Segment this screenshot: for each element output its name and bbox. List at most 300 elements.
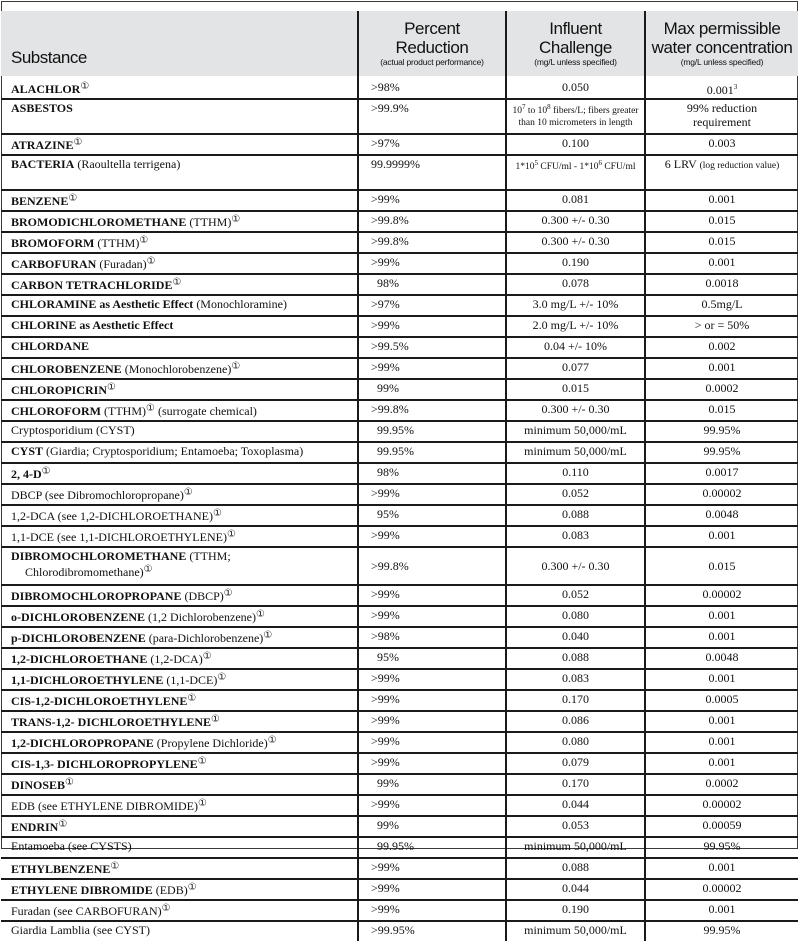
percent-reduction-cell — [358, 879, 506, 900]
footnote-marker: ① — [202, 651, 212, 662]
influent-challenge-cell — [506, 547, 645, 585]
max-concentration-cell — [645, 879, 798, 900]
max-concentration-cell — [645, 816, 798, 837]
substance-name: CHLOROFORM — [11, 404, 101, 418]
footnote-marker: ① — [143, 564, 153, 575]
influent-challenge-value: 0.015 — [562, 381, 589, 395]
header-influent-line1: Influent — [549, 19, 602, 38]
header-max-line2: water concentration — [651, 38, 793, 57]
substance-cell — [1, 921, 358, 941]
influent-challenge-cell — [506, 753, 645, 774]
influent-challenge-value: $1*10^5$ $CFU/ml - 1*10^6$ CFU/ml — [515, 159, 636, 173]
influent-challenge-value: 0.040 — [562, 629, 589, 643]
substance-name: 1,2-DICHLOROPROPANE — [11, 736, 154, 750]
substance-name: BROMOFORM — [11, 236, 95, 250]
influent-challenge-value: 0.081 — [562, 192, 589, 206]
substance-name: DIBROMOCHLOROPROPANE — [11, 589, 182, 603]
header-max-note: (mg/L unless specified) — [680, 57, 764, 67]
influent-challenge-cell — [506, 732, 645, 753]
percent-reduction-value: >97% — [371, 136, 400, 150]
max-concentration-cell — [645, 921, 798, 941]
max-concentration-value: 0.0005 — [705, 692, 739, 706]
table-row — [1, 774, 798, 795]
max-concentration-cell — [645, 295, 798, 316]
max-concentration-value: 99.95% — [703, 444, 741, 458]
max-concentration-note: (log reduction value) — [699, 161, 780, 171]
influent-challenge-cell — [506, 669, 645, 690]
percent-reduction-value: >99.9% — [371, 101, 409, 115]
influent-challenge-cell — [506, 627, 645, 648]
percent-reduction-value: >97% — [371, 297, 400, 311]
percent-reduction-cell — [358, 400, 506, 421]
table-row — [1, 795, 798, 816]
max-concentration-value: 99.95% — [703, 839, 741, 853]
max-concentration-cell — [645, 442, 798, 463]
influent-challenge-cell — [506, 837, 645, 858]
table-row — [1, 648, 798, 669]
table-row — [1, 526, 798, 547]
percent-reduction-value: 95% — [377, 507, 399, 521]
percent-reduction-cell — [358, 795, 506, 816]
exponent: 8 — [547, 103, 551, 111]
substance-detail: (1,2 Dichlorobenzene) — [145, 610, 256, 624]
percent-reduction-cell — [358, 274, 506, 295]
percent-reduction-value: >99% — [371, 755, 400, 769]
influent-challenge-cell — [506, 463, 645, 484]
percent-reduction-value: >99% — [371, 881, 400, 895]
influent-challenge-cell — [506, 400, 645, 421]
exponent: 7 — [522, 103, 526, 111]
influent-challenge-value: 3.0 mg/L +/- 10% — [532, 297, 619, 311]
influent-challenge-value: 0.170 — [562, 692, 589, 706]
percent-reduction-value: >99% — [371, 360, 400, 374]
substance-name: ETHYLBENZENE — [11, 862, 111, 876]
influent-challenge-cell — [506, 585, 645, 606]
substance-name: 2, 4-D — [11, 467, 42, 481]
percent-reduction-cell — [358, 442, 506, 463]
substance-name: p-DICHLOROBENZENE — [11, 631, 146, 645]
substance-cell — [1, 316, 358, 337]
footnote-marker: ① — [73, 137, 83, 148]
percent-reduction-cell — [358, 753, 506, 774]
substance-name: CHLOROPICRIN — [11, 383, 108, 397]
substance-name: CYST — [11, 444, 44, 458]
max-concentration-value: 0.002 — [708, 339, 736, 353]
footnote-marker: ① — [187, 882, 197, 893]
max-concentration-cell — [645, 99, 798, 134]
influent-challenge-cell — [506, 421, 645, 442]
influent-challenge-cell — [506, 505, 645, 526]
table-row — [1, 155, 798, 190]
influent-challenge-cell — [506, 274, 645, 295]
max-concentration-cell — [645, 76, 798, 99]
percent-reduction-cell — [358, 774, 506, 795]
table-row — [1, 505, 798, 526]
max-concentration-cell — [645, 155, 798, 190]
percent-reduction-cell — [358, 732, 506, 753]
substance-name: CHLOROBENZENE — [11, 362, 122, 376]
substance-cell — [1, 190, 358, 211]
max-concentration-value: 0.001 — [708, 671, 736, 685]
influent-challenge-cell — [506, 690, 645, 711]
substance-name: TRANS-1,2- DICHLOROETHYLENE — [11, 715, 212, 729]
substance-detail: Furadan (see CARBOFURAN) — [11, 904, 162, 918]
exponent: 6 — [598, 159, 602, 167]
footnote-marker: ① — [223, 588, 233, 599]
substance-cell — [1, 505, 358, 526]
footnote-marker: ① — [197, 798, 207, 809]
max-concentration-value: 0.003 — [708, 136, 736, 150]
table-row — [1, 690, 798, 711]
table-row — [1, 606, 798, 627]
footnote-marker: ① — [211, 714, 220, 725]
influent-challenge-cell — [506, 253, 645, 274]
percent-reduction-value: >99% — [371, 608, 400, 622]
footnote-marker: ① — [226, 529, 236, 540]
substance-name: ENDRIN — [11, 820, 59, 834]
footnote-marker: ① — [58, 819, 68, 830]
max-concentration-cell — [645, 732, 798, 753]
percent-reduction-cell — [358, 585, 506, 606]
table-row — [1, 858, 798, 879]
max-concentration-value: 0.00002 — [702, 881, 742, 895]
influent-challenge-value: 0.052 — [562, 587, 589, 601]
substance-cell — [1, 274, 358, 295]
max-concentration-cell — [645, 400, 798, 421]
substance-cell — [1, 690, 358, 711]
percent-reduction-value: 95% — [377, 650, 399, 664]
max-concentration-value: 0.0002 — [705, 776, 739, 790]
footnote-marker: ① — [231, 361, 241, 372]
influent-challenge-value: 0.080 — [562, 734, 589, 748]
footnote-marker: ① — [212, 508, 222, 519]
influent-challenge-value: 0.190 — [562, 902, 589, 916]
substance-cell — [1, 76, 358, 99]
influent-challenge-value: minimum 50,000/mL — [524, 423, 627, 437]
max-concentration-cell — [645, 837, 798, 858]
max-concentration-cell — [645, 232, 798, 253]
footnote-marker: ① — [172, 277, 182, 288]
table-row — [1, 134, 798, 155]
percent-reduction-value: >99% — [371, 902, 400, 916]
percent-reduction-value: >99.5% — [371, 339, 409, 353]
substance-detail: (TTHM) — [101, 404, 146, 418]
percent-reduction-value: 99% — [377, 381, 399, 395]
percent-reduction-cell — [358, 190, 506, 211]
max-concentration-value: 0.0048 — [705, 650, 739, 664]
substance-cell — [1, 379, 358, 400]
substance-detail: 1,2-DCA (see 1,2-DICHLOROETHANE) — [11, 509, 213, 523]
footnote-marker: ① — [161, 903, 171, 914]
table-row — [1, 379, 798, 400]
percent-reduction-cell — [358, 99, 506, 134]
percent-reduction-value: >99% — [371, 486, 400, 500]
percent-reduction-cell — [358, 295, 506, 316]
max-concentration-cell — [645, 463, 798, 484]
header-percent-reduction — [358, 11, 506, 76]
table-row — [1, 337, 798, 358]
percent-reduction-cell — [358, 526, 506, 547]
footnote-marker: ① — [146, 256, 156, 267]
table-row — [1, 484, 798, 505]
influent-challenge-cell — [506, 316, 645, 337]
percent-reduction-cell — [358, 690, 506, 711]
table-row — [1, 400, 798, 421]
max-concentration-cell — [645, 337, 798, 358]
influent-challenge-cell — [506, 795, 645, 816]
footnote-marker: ① — [267, 735, 277, 746]
percent-reduction-cell — [358, 337, 506, 358]
substance-cell — [1, 358, 358, 379]
footnote-marker: ① — [41, 466, 51, 477]
max-concentration-cell — [645, 711, 798, 732]
percent-reduction-value: >99.8% — [371, 559, 409, 573]
influent-challenge-cell — [506, 879, 645, 900]
influent-challenge-cell — [506, 774, 645, 795]
max-concentration-cell — [645, 585, 798, 606]
percent-reduction-cell — [358, 505, 506, 526]
max-concentration-value: 0.0048 — [705, 507, 739, 521]
max-concentration-value: 0.015 — [708, 234, 736, 248]
percent-reduction-value: >98% — [371, 629, 400, 643]
percent-reduction-value: 98% — [377, 276, 399, 290]
influent-challenge-value: 0.190 — [562, 255, 589, 269]
footnote-marker: ① — [263, 630, 273, 641]
percent-reduction-cell — [358, 379, 506, 400]
percent-reduction-value: 99.95% — [377, 423, 414, 437]
substance-detail: (Raoultella terrigena) — [74, 157, 181, 171]
substance-name: CHLORINE as Aesthetic Effect — [11, 318, 174, 332]
percent-reduction-cell — [358, 211, 506, 232]
percent-reduction-value: >99% — [371, 528, 400, 542]
substance-cell — [1, 211, 358, 232]
percent-reduction-cell — [358, 837, 506, 858]
substance-cell — [1, 816, 358, 837]
substance-name: CHLORDANE — [11, 339, 90, 353]
percent-reduction-cell — [358, 316, 506, 337]
substance-cell — [1, 711, 358, 732]
max-concentration-value: 0.001 — [706, 83, 734, 97]
influent-challenge-value: 0.083 — [562, 528, 589, 542]
max-concentration-value: 0.001 — [708, 360, 736, 374]
max-concentration-cell — [645, 505, 798, 526]
max-concentration-cell — [645, 316, 798, 337]
influent-challenge-cell — [506, 190, 645, 211]
substance-cell — [1, 795, 358, 816]
max-concentration-cell — [645, 274, 798, 295]
max-concentration-value: 0.00002 — [702, 486, 742, 500]
header-percent-line1: Percent — [404, 19, 460, 38]
max-concentration-value: 99.95% — [703, 423, 741, 437]
influent-challenge-value: 0.300 +/- 0.30 — [541, 402, 610, 416]
influent-challenge-value: 0.300 +/- 0.30 — [541, 559, 610, 573]
footnote-marker: ① — [110, 861, 120, 872]
substance-cell — [1, 547, 358, 585]
percent-reduction-value: >99% — [371, 734, 400, 748]
table-row — [1, 921, 798, 941]
footnote-marker: ① — [217, 672, 227, 683]
percent-reduction-value: 99% — [377, 776, 399, 790]
table-body — [1, 76, 798, 941]
footnote-marker: ① — [197, 756, 207, 767]
influent-challenge-value: 0.044 — [562, 797, 589, 811]
substance-name: CIS-1,3- DICHLOROPROPYLENE — [11, 757, 198, 771]
footnote-marker: ① — [255, 609, 265, 620]
table-row — [1, 711, 798, 732]
substance-cell — [1, 606, 358, 627]
influent-challenge-value: 0.088 — [562, 507, 589, 521]
max-concentration-cell — [645, 379, 798, 400]
max-concentration-cell — [645, 134, 798, 155]
max-concentration-cell — [645, 627, 798, 648]
substance-name: CIS-1,2-DICHLOROETHYLENE — [11, 694, 188, 708]
max-concentration-value: 6 LRV — [664, 157, 697, 171]
percent-reduction-value: >99.8% — [371, 402, 409, 416]
influent-challenge-cell — [506, 858, 645, 879]
table-row — [1, 753, 798, 774]
substance-cell — [1, 900, 358, 921]
substance-cell — [1, 858, 358, 879]
percent-reduction-value: >99.8% — [371, 234, 409, 248]
table-row — [1, 76, 798, 99]
substance-name: CARBOFURAN — [11, 257, 97, 271]
substance-cell — [1, 879, 358, 900]
substance-cell — [1, 669, 358, 690]
max-concentration-cell — [645, 606, 798, 627]
influent-challenge-cell — [506, 211, 645, 232]
percent-reduction-cell — [358, 606, 506, 627]
influent-challenge-cell — [506, 337, 645, 358]
max-concentration-cell — [645, 421, 798, 442]
substance-detail: (EDB) — [152, 883, 188, 897]
influent-challenge-cell — [506, 295, 645, 316]
substance-cell — [1, 295, 358, 316]
percent-reduction-value: >99% — [371, 797, 400, 811]
max-concentration-value: 0.0018 — [705, 276, 739, 290]
percent-reduction-value: >99.8% — [371, 213, 409, 227]
header-percent-line2: Reduction — [395, 38, 469, 57]
substance-detail-line2: Chlorodibromomethane) — [25, 565, 144, 579]
percent-reduction-value: 99% — [377, 818, 399, 832]
max-concentration-cell — [645, 648, 798, 669]
influent-challenge-value: 0.170 — [562, 776, 589, 790]
substance-detail: (1,1-DCE) — [163, 673, 218, 687]
max-concentration-cell — [645, 858, 798, 879]
max-concentration-cell — [645, 795, 798, 816]
substance-detail: DBCP (see Dibromochloropropane) — [11, 488, 184, 502]
max-concentration-value: 0.00059 — [702, 818, 742, 832]
max-concentration-value: 0.001 — [708, 713, 736, 727]
header-substance: Substance — [1, 11, 358, 76]
percent-reduction-value: >99% — [371, 713, 400, 727]
influent-challenge-value: 0.04 +/- 10% — [543, 339, 608, 353]
influent-challenge-value: 2.0 mg/L +/- 10% — [532, 318, 619, 332]
substance-detail: (Monochlorobenzene) — [121, 362, 232, 376]
influent-challenge-value: minimum 50,000/mL — [524, 923, 627, 937]
max-concentration-value: 0.001 — [708, 734, 736, 748]
influent-challenge-value: 0.052 — [562, 486, 589, 500]
footnote-marker: ① — [187, 693, 197, 704]
influent-challenge-value: 0.044 — [562, 881, 589, 895]
influent-challenge-value: 0.100 — [562, 136, 589, 150]
header-row — [1, 11, 798, 76]
max-concentration-cell — [645, 253, 798, 274]
percent-reduction-cell — [358, 484, 506, 505]
influent-challenge-cell — [506, 816, 645, 837]
percent-reduction-value: >99.95% — [371, 923, 415, 937]
table-row — [1, 295, 798, 316]
substance-detail: (Furadan) — [96, 257, 147, 271]
substance-detail: (Giardia; Cryptosporidium; Entamoeba; Toxoplasma) — [43, 444, 304, 458]
substance-cell — [1, 442, 358, 463]
influent-challenge-cell — [506, 900, 645, 921]
substance-cell — [1, 732, 358, 753]
percent-reduction-cell — [358, 76, 506, 99]
substance-cell — [1, 585, 358, 606]
max-concentration-cell — [645, 900, 798, 921]
percent-reduction-cell — [358, 463, 506, 484]
substance-cell — [1, 774, 358, 795]
influent-challenge-value: 0.050 — [562, 80, 589, 94]
substance-detail: (TTHM) — [94, 236, 140, 250]
substance-cell — [1, 99, 358, 134]
influent-challenge-cell — [506, 711, 645, 732]
header-max-line1: Max permissible — [663, 19, 781, 38]
max-concentration-value: 0.0017 — [705, 465, 739, 479]
percent-reduction-cell — [358, 711, 506, 732]
substance-cell — [1, 134, 358, 155]
percent-reduction-value: 98% — [377, 465, 399, 479]
max-concentration-value: 0.015 — [708, 559, 736, 573]
percent-reduction-value: >99% — [371, 192, 400, 206]
substance-cell — [1, 484, 358, 505]
max-concentration-value: 0.001 — [708, 528, 736, 542]
substance-detail: Giardia Lamblia (see CYST) — [11, 923, 150, 937]
substance-detail: (para-Dichlorobenzene) — [145, 631, 264, 645]
substance-detail-extra: (surrogate chemical) — [154, 404, 257, 418]
substance-detail: (Monochloramine) — [193, 297, 287, 311]
influent-challenge-cell — [506, 155, 645, 190]
max-concentration-cell — [645, 358, 798, 379]
max-concentration-value: > or = 50% — [694, 318, 750, 332]
influent-challenge-cell — [506, 526, 645, 547]
table-row — [1, 547, 798, 585]
influent-challenge-cell — [506, 379, 645, 400]
footnote-marker: ① — [139, 235, 149, 246]
table-row — [1, 900, 798, 921]
substance-detail: (Propylene Dichloride) — [153, 736, 268, 750]
percent-reduction-value: >99% — [371, 860, 400, 874]
max-concentration-cell — [645, 753, 798, 774]
table-row — [1, 253, 798, 274]
percent-reduction-cell — [358, 134, 506, 155]
substance-name: BACTERIA — [11, 157, 75, 171]
max-concentration-value: 0.015 — [708, 213, 736, 227]
influent-challenge-value: 0.300 +/- 0.30 — [541, 213, 610, 227]
table-row — [1, 442, 798, 463]
max-concentration-value: 0.001 — [708, 755, 736, 769]
percent-reduction-value: >98% — [371, 80, 400, 94]
percent-reduction-value: >99% — [371, 692, 400, 706]
substance-cell — [1, 421, 358, 442]
influent-challenge-value: 0.086 — [562, 713, 589, 727]
table-row — [1, 274, 798, 295]
substance-detail: Cryptosporidium (CYST) — [11, 423, 135, 437]
influent-challenge-value: minimum 50,000/mL — [524, 839, 627, 853]
influent-challenge-value: 0.079 — [562, 755, 589, 769]
table-row — [1, 816, 798, 837]
influent-challenge-value: 0.110 — [562, 465, 589, 479]
